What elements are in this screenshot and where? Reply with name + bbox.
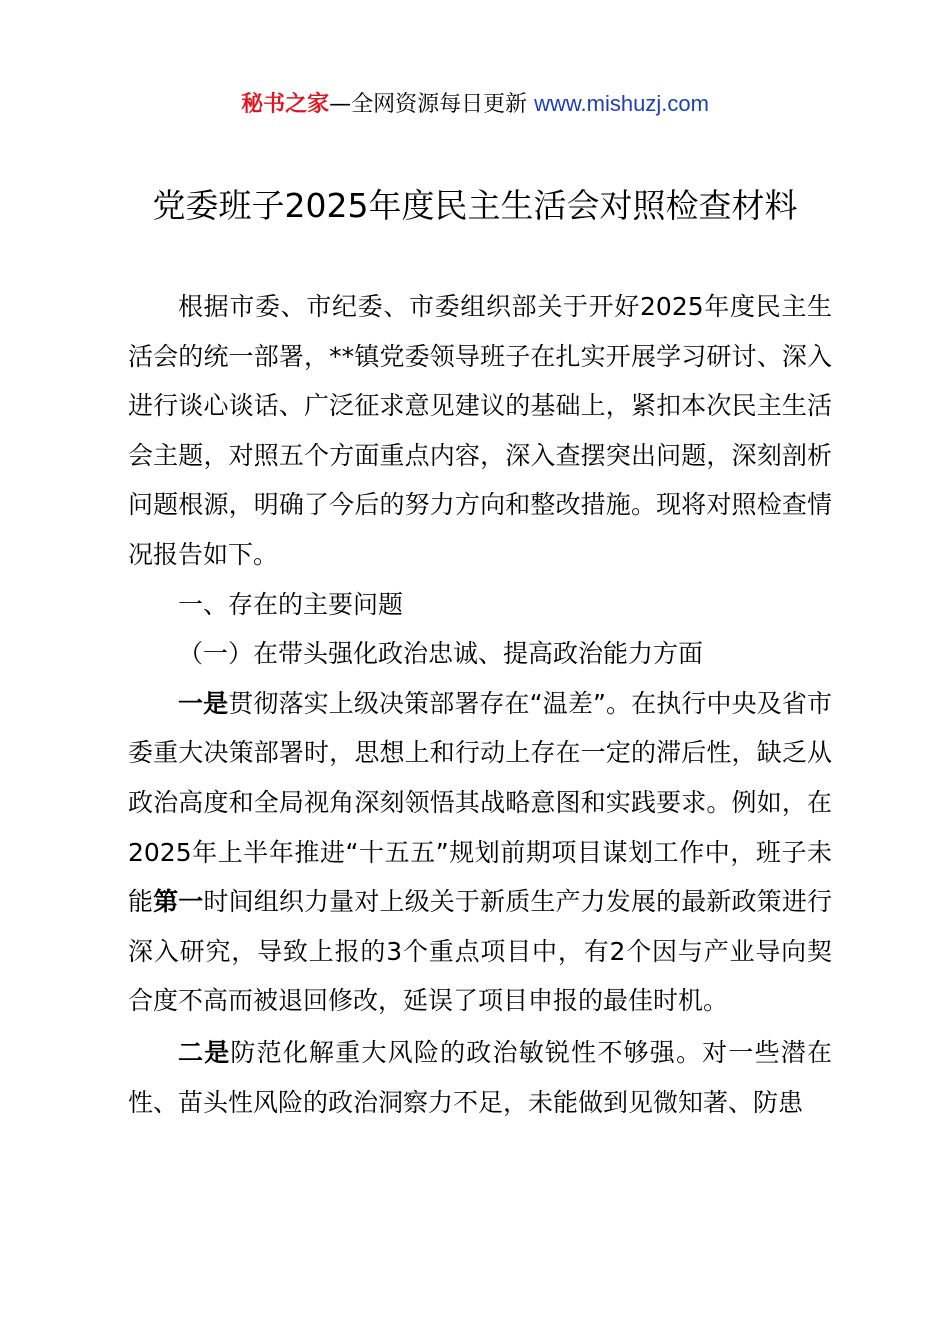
header-url-link[interactable]: www.mishuzj.com (534, 91, 709, 116)
point-lead: 二是 (178, 1037, 231, 1067)
source-header (0, 88, 950, 121)
section-heading: 一、存在的主要问题 (178, 589, 404, 619)
document-title: 党委班子2025年度民主生活会对照检查材料 (152, 186, 798, 225)
header-tagline: —全网资源每日更新 (329, 92, 535, 117)
intro-paragraph: 根据市委、市纪委、市委组织部关于开好2025年度民主生活会的统一部署，**镇党委领导班子在扎实开展学习研讨、深入进行谈心谈话、广泛征求意见建议的基础上，紧扣本次民主生活会主题，对照五个方面重点内容，深入查摆突出问题，深刻剖析问题根源，明确了今后的努力方向和整改措施。现将对照检查情况报告如下。 (128, 292, 832, 569)
document-body (128, 282, 832, 1127)
point-paragraph-2 (128, 1028, 832, 1127)
point-text: 时间组织力量对上级关于新质生产力发展的最新政策进行深入研究，导致上报的3个重点项目中，有2个因与产业导向契合度不高而被退回修改，延误了项目申报的最佳时机。 (128, 887, 832, 1016)
header-brand: 秘书之家 (241, 92, 330, 117)
point-emphasis: 第一 (153, 887, 204, 917)
point-text: 防范化解重大风险的政治敏锐性不够强。对一些潜在性、苗头性风险的政治洞察力不足，未能做到见微知著、防患 (128, 1037, 832, 1117)
point-lead: 一是 (178, 688, 229, 718)
point-paragraph-1 (128, 679, 832, 1026)
subsection-heading: （一）在带头强化政治忠诚、提高政治能力方面 (178, 639, 704, 669)
point-text: 贯彻落实上级决策部署存在“温差”。在执行中央及省市委重大决策部署时，思想上和行动上存在一定的滞后性，缺乏从政治高度和全局视角深刻领悟其战略意图和实践要求。例如，在2025年上半年推进“十五五”规划前期项目谋划工作中，班子未能 (128, 688, 832, 917)
